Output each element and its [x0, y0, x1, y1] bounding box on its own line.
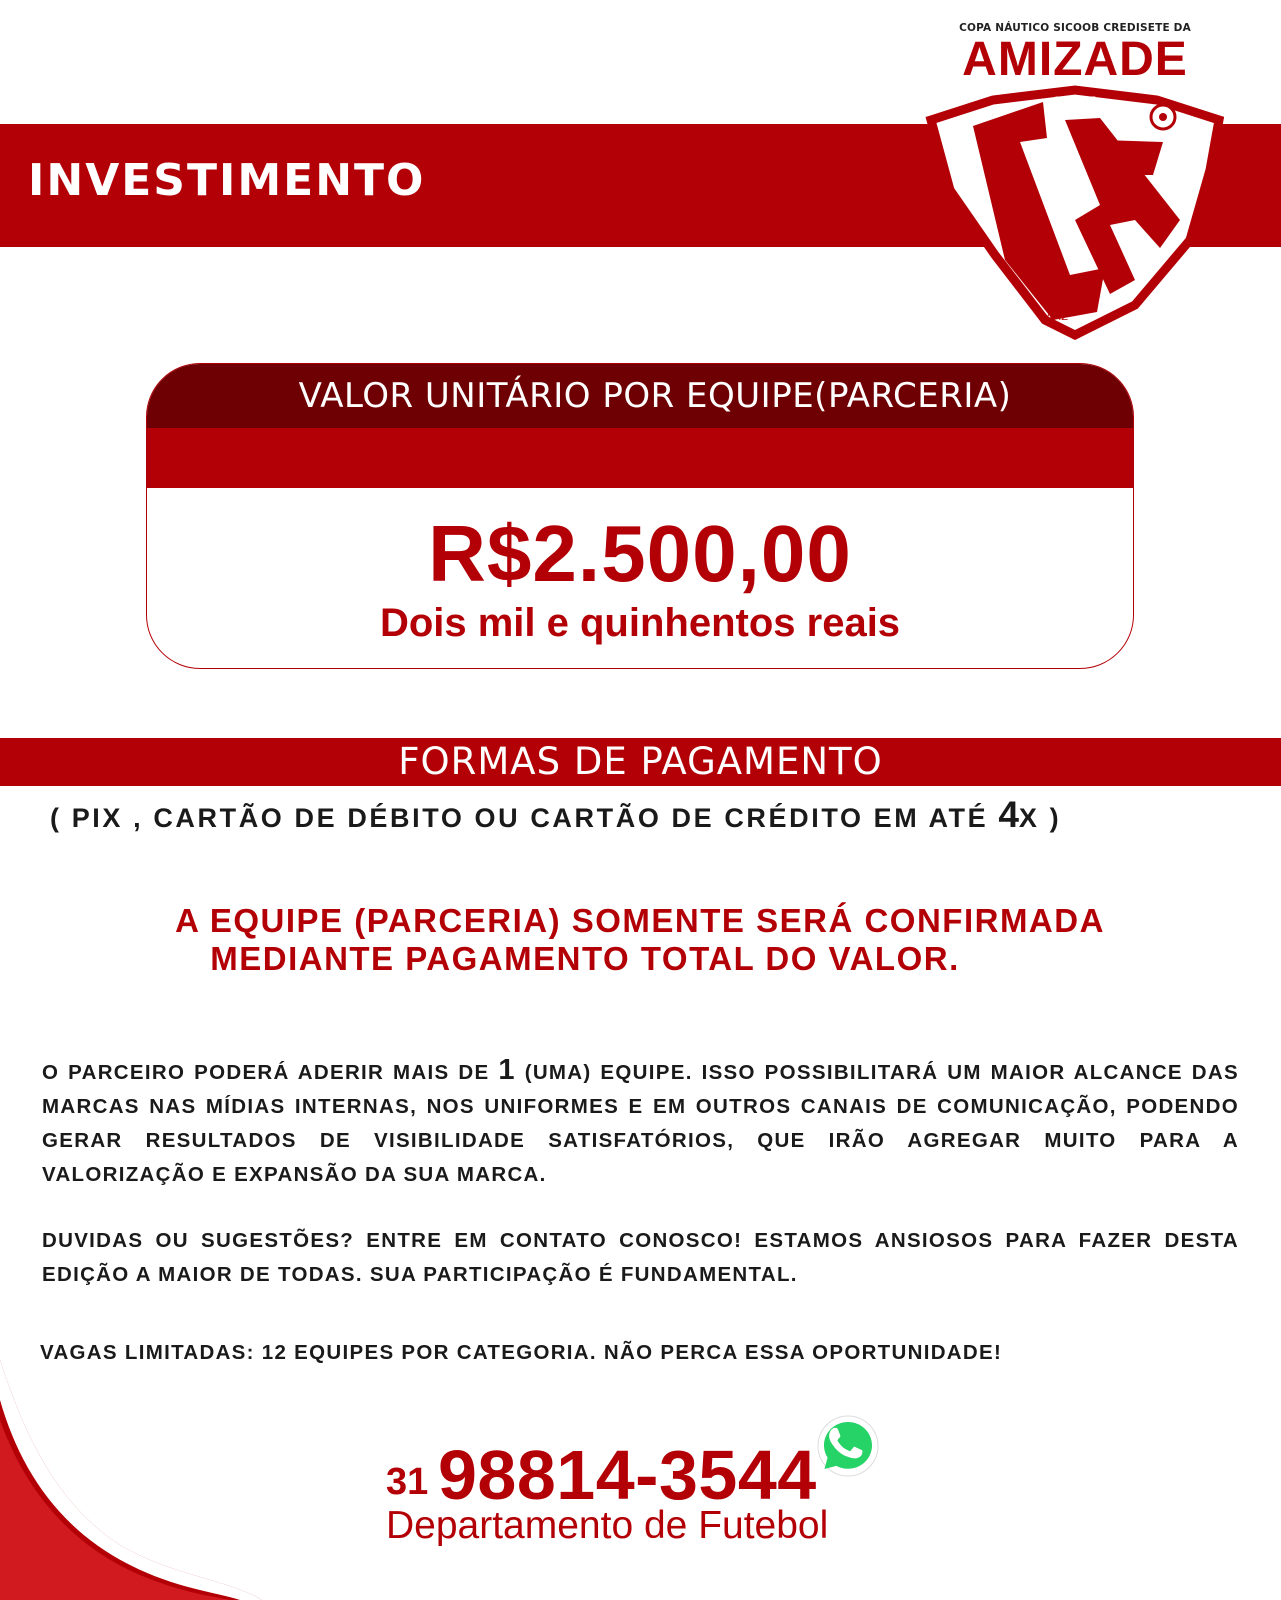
info-paragraph-1	[42, 1053, 1239, 1192]
info-p1-rest: (UMA) EQUIPE. ISSO POSSIBILITARÁ UM MAIOR ALCANCE DAS MARCAS NAS MÍDIAS INTERNAS, NOS UNIFORMES E EM OUTROS CANAIS DE COMUNICAÇÃO, PODENDO GERAR RESULTADOS DE VISIBILIDADE SATISFATÓRIOS, QUE IRÃO AGREGAR MUITO PARA A VALORIZAÇÃO E EXPANSÃO DA SUA MARCA.	[42, 1061, 1239, 1186]
price-card-band	[147, 428, 1133, 488]
price-card-heading: VALOR UNITÁRIO POR EQUIPE(PARCERIA)	[298, 376, 1012, 416]
price-in-words: Dois mil e quinhentos reais	[379, 601, 901, 645]
info-p1-start: O PARCEIRO PODERÁ ADERIR MAIS DE	[42, 1061, 499, 1084]
confirmation-notice	[60, 902, 1220, 978]
whatsapp-icon[interactable]	[816, 1414, 880, 1478]
notice-line-1: A EQUIPE (PARCERIA) SOMENTE SERÁ CONFIRMADA	[175, 902, 1105, 939]
department-name: Departamento de Futebol	[386, 1504, 829, 1547]
price-card	[146, 363, 1134, 669]
page-title: INVESTIMENTO	[28, 155, 426, 206]
installments-number: 4	[998, 794, 1019, 835]
info-paragraph-3: VAGAS LIMITADAS: 12 EQUIPES POR CATEGORIA. NÃO PERCA ESSA OPORTUNIDADE!	[40, 1341, 1003, 1364]
logo-shield	[925, 80, 1225, 340]
logo-mark: AMZ	[1045, 312, 1069, 323]
payment-methods	[50, 794, 1061, 836]
price-value: R$2.500,00	[428, 509, 852, 598]
info-paragraph-2: DUVIDAS OU SUGESTÕES? ENTRE EM CONTATO CONOSCO! ESTAMOS ANSIOSOS PARA FAZER DESTA EDIÇÃO A MAIOR DE TODAS. SUA PARTICIPAÇÃO É FUNDAMENTAL.	[42, 1229, 1239, 1286]
payment-methods-text: ( PIX , CARTÃO DE DÉBITO OU CARTÃO DE CRÉDITO EM ATÉ	[50, 803, 999, 833]
logo-wordmark: AMIZADE	[962, 33, 1188, 86]
notice-line-2: MEDIANTE PAGAMENTO TOTAL DO VALOR.	[210, 940, 960, 977]
logo-tagline: COPA NÁUTICO SICOOB CREDISETE DA	[959, 22, 1191, 34]
phone-area-code: 31	[386, 1461, 429, 1503]
info-p1-number: 1	[498, 1054, 516, 1086]
logo-year: 2025	[1052, 93, 1098, 112]
payment-methods-suffix: X )	[1018, 803, 1062, 833]
payment-title: FORMAS DE PAGAMENTO	[398, 740, 883, 783]
corner-decoration	[0, 1360, 270, 1600]
phone-number[interactable]: 98814-3544	[438, 1436, 817, 1514]
